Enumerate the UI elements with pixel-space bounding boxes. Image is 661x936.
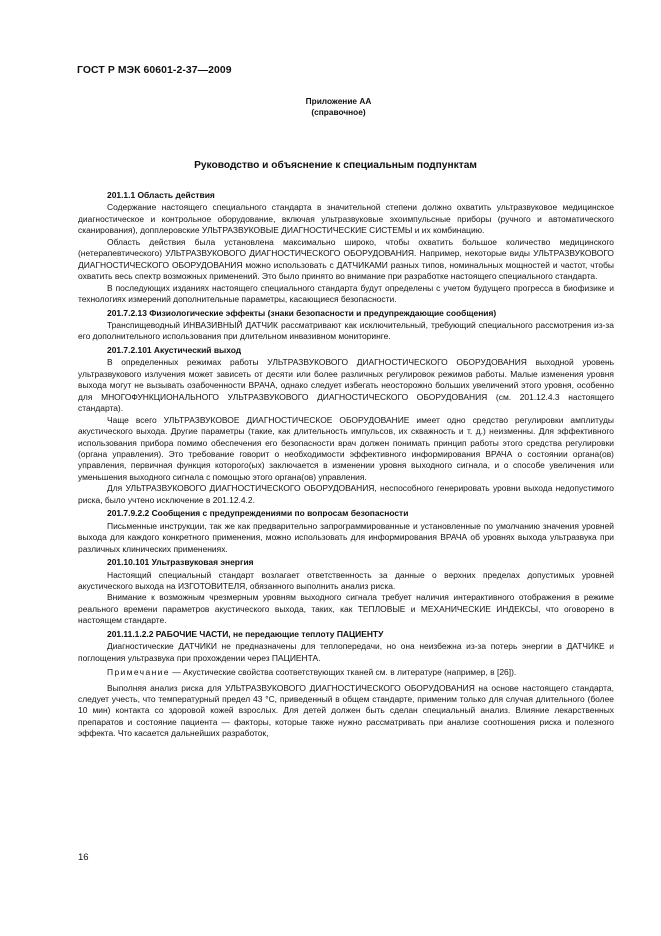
- body-text: [78, 188, 614, 740]
- body-paragraph: В последующих изданиях настоящего специального стандарта будут определены с учетом будущего прогресса в биофизике и технологиях измерений дополнительные параметры, касающиеся безопасности.: [78, 282, 614, 305]
- body-paragraph: В определенных режимах работы УЛЬТРАЗВУКОВОГО ДИАГНОСТИЧЕСКОГО ОБОРУДОВАНИЯ выходной уровень ультразвукового излучения может зависеть от десяти или более различных регулировок режимов работы. Малые изменения уровня выхода могут не вызывать озабоченности ВРАЧА, однако следует избегать неосторожно больших увеличений этого уровня, особенно для МНОГОФУНКЦИОНАЛЬНОГО УЛЬТРАЗВУКОВОГО ДИАГНОСТИЧЕСКОГО ОБОРУДОВАНИЯ (см. 201.12.4.3 настоящего стандарта).: [78, 357, 614, 414]
- standard-header: ГОСТ Р МЭК 60601-2-37—2009: [77, 65, 232, 76]
- subsection-heading: 201.7.9.2.2 Сообщения с предупреждениями по вопросам безопасности: [107, 508, 409, 519]
- body-paragraph: Настоящий специальный стандарт возлагает ответственность за данные о верхних пределах допустимых уровней акустического выхода на ИЗГОТОВИТЕЛЯ, обязанного выполнить анализ риска.: [78, 569, 614, 591]
- subsection-heading: 201.11.1.2.2 РАБОЧИЕ ЧАСТИ, не передающие теплоту ПАЦИЕНТУ: [107, 628, 384, 639]
- body-paragraph: Для УЛЬТРАЗВУКОВОГО ДИАГНОСТИЧЕСКОГО ОБОРУДОВАНИЯ, неспособного генерировать уровни выхода недопустимого риска, было учтено исключение в 201.12.4.2.: [78, 483, 614, 505]
- body-paragraph: Выполняя анализ риска для УЛЬТРАЗВУКОВОГО ДИАГНОСТИЧЕСКОГО ОБОРУДОВАНИЯ на основе настоящего стандарта, следует учесть, что температурный предел 43 °С, приведенный в общем стандарте, применим только для случая длительного (более 10 мин) контакта со здоровой кожей взрослых. Для детей должен быть сделан специальный анализ. Влияние лекарственных препаратов и состояние пациента — факторы, которые также нужно рассматривать при анализе соотношения риска и полезного эффекта. Что касается дальнейших разработок,: [78, 682, 614, 739]
- body-paragraph: Чаще всего УЛЬТРАЗВУКОВОЕ ДИАГНОСТИЧЕСКОЕ ОБОРУДОВАНИЕ имеет одно средство регулировки амплитуды акустического выхода. Другие параметры (такие, как длительность импульсов, их скважность и т. д.) неизменны. Для эффективного использования прибора помимо обеспечения его безопасности врач должен понимать принцип работы этого средства регулировки (органа управления). Это требование говорит о необходимости эффективного информирования ВРАЧА о состоянии органа(ов) управления, первичная функция которого(ых) заключается в изменении уровня выходного сигнала, и о способе увеличения или уменьшения выходного сигнала с помощью этого органа(ов) управления.: [78, 414, 614, 482]
- section-title: Руководство и объяснение к специальным подпунктам: [194, 160, 477, 171]
- page-number: 16: [78, 852, 89, 863]
- subsection-heading: 201.7.2.101 Акустический выход: [107, 344, 242, 355]
- body-paragraph: Область действия была установлена максимально широко, чтобы охватить большое количество медицинского (нетерапевтического) УЛЬТРАЗВУКОВОГО ДИАГНОСТИЧЕСКОГО ОБОРУДОВАНИЯ. Например, некоторые виды УЛЬТРАЗВУКОВОГО ДИАГНОСТИЧЕСКОГО ОБОРУДОВАНИЯ можно использовать с ДАТЧИКАМИ разных типов, номинальных мощностей и частот, чтобы охватить весь спектр возможных применений. Это было принято во внимание при разработке настоящего специального стандарта.: [78, 236, 614, 282]
- body-paragraph: Внимание к возможным чрезмерным уровням выходного сигнала требует наличия интерактивного отображения в режиме реального времени параметров акустического выхода, таких, как ТЕПЛОВЫЕ и МЕХАНИЧЕСКИЕ ИНДЕКСЫ, что оговорено в настоящем стандарте.: [78, 592, 614, 626]
- body-paragraph: Содержание настоящего специального стандарта в значительной степени должно охватить ультразвуковое медицинское диагностическое и контрольное оборудование, включая ультразвуковые эхоимпульсные приборы (ручного и автоматического сканирования), допплеровские УЛЬТРАЗВУКОВЫЕ ДИАГНОСТИЧЕСКИЕ СИСТЕМЫ и их комбинацию.: [78, 202, 614, 236]
- note-paragraph: [78, 667, 614, 678]
- body-paragraph: Транспищеводный ИНВАЗИВНЫЙ ДАТЧИК рассматривают как исключительный, требующий специального рассмотрения из-за его дополнительного использования при длительном инвазивном мониторинге.: [78, 319, 614, 342]
- body-paragraph: Письменные инструкции, так же как предварительно запрограммированные и установленные по умолчанию значения уровней выхода для каждого конкретного применения, можно использовать для информирования ВРАЧА об уровнях выхода ультразвука при различных клинических применениях.: [78, 520, 614, 554]
- subsection-heading: 201.1.1 Область действия: [107, 190, 215, 200]
- subsection-heading: 201.7.2.13 Физиологические эффекты (знаки безопасности и предупреждающие сообщения): [107, 307, 497, 318]
- annex-subtitle: (справочное): [311, 107, 366, 117]
- note-label: Примечание: [107, 667, 170, 678]
- subsection-heading: 201.10.101 Ультразвуковая энергия: [107, 557, 254, 568]
- note-text: — Акустические свойства соответствующих тканей см. в литературе (например, в [26]).: [169, 667, 517, 678]
- annex-title: Приложение АА: [305, 96, 372, 106]
- body-paragraph: Диагностические ДАТЧИКИ не предназначены для теплопередачи, но она неизбежна из-за потерь энергии в ДАТЧИКЕ и поглощения ультразвука при прохождении через ПАЦИЕНТА.: [78, 641, 614, 663]
